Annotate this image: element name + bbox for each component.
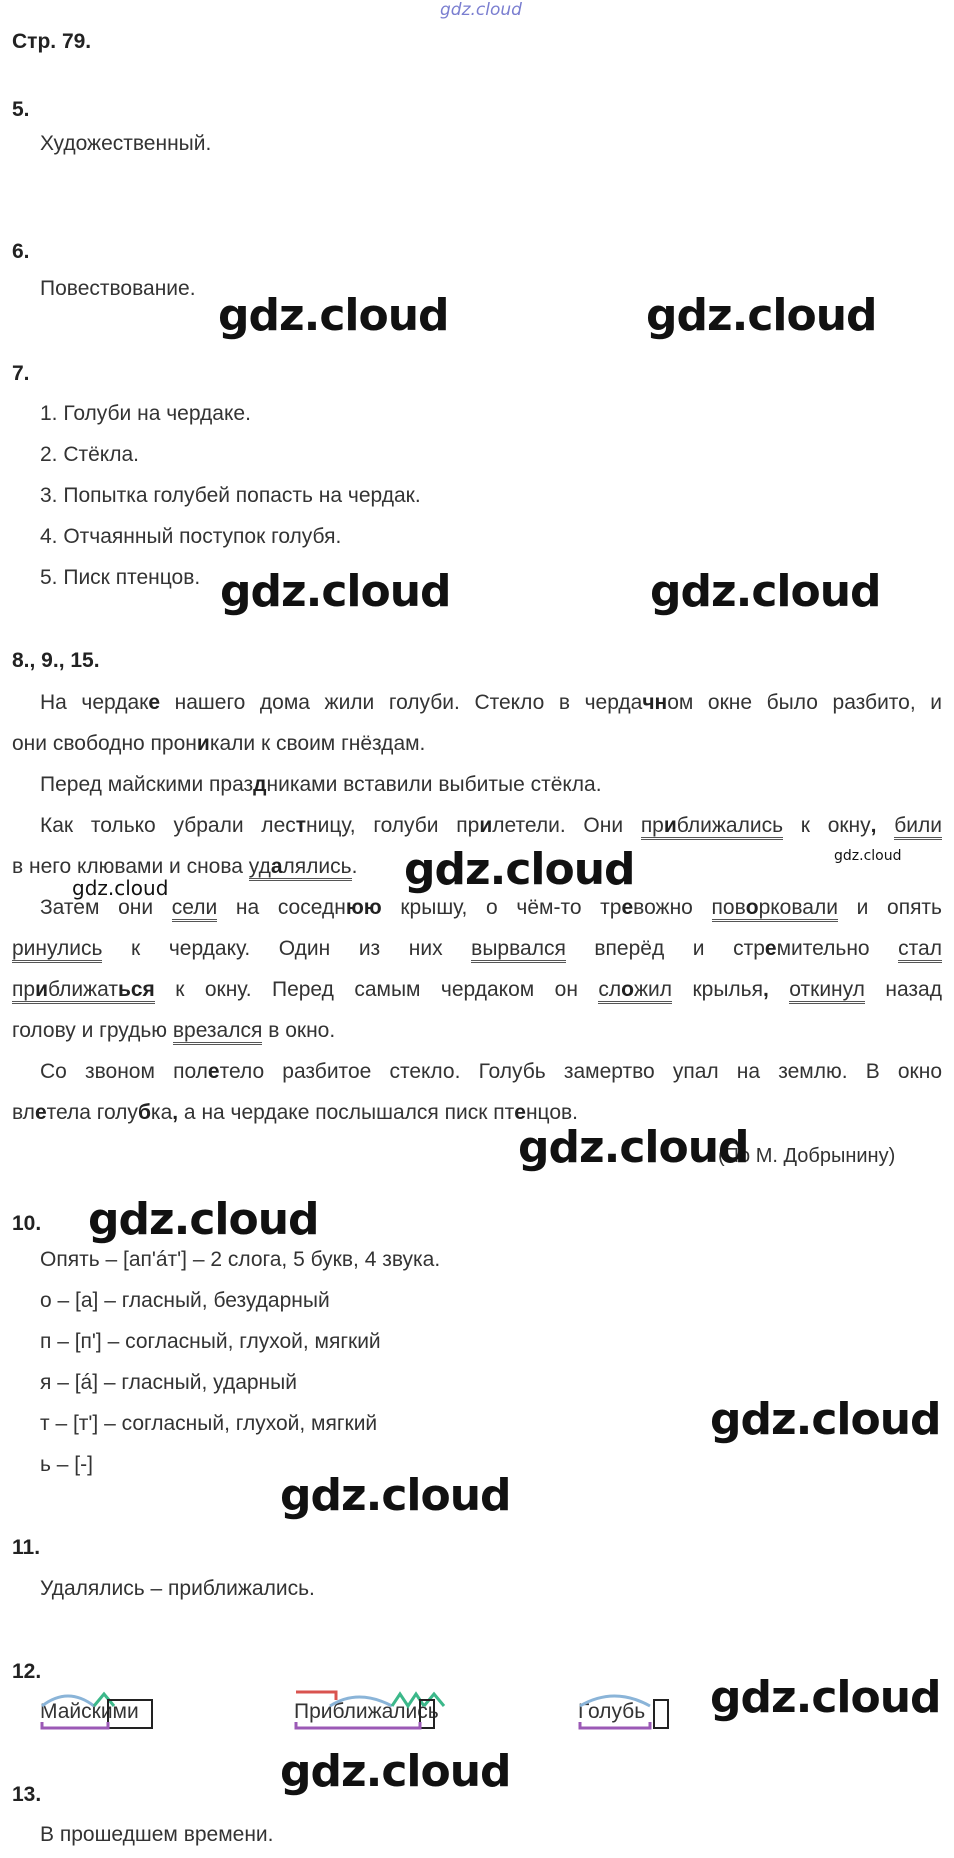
- task-10-line-3: п – [п'] – согласный, глухой, мягкий: [40, 1330, 381, 1353]
- page-title: Стр. 79.: [12, 30, 92, 53]
- watermark: gdz.cloud: [646, 290, 877, 341]
- morpheme-marks-1: [36, 1686, 156, 1736]
- task-12-number: 12.: [12, 1660, 42, 1683]
- morpheme-marks-2: [290, 1686, 470, 1736]
- task-7-item-1: 1. Голуби на чердаке.: [40, 402, 251, 425]
- task-7-item-3: 3. Попытка голубей попасть на чердак.: [40, 484, 421, 507]
- task-13-number: 13.: [12, 1783, 42, 1806]
- task-6-number: 6.: [12, 240, 30, 263]
- task-10-line-6: ь – [-]: [40, 1453, 93, 1476]
- top-watermark: gdz.cloud: [440, 0, 522, 20]
- watermark: gdz.cloud: [710, 1672, 941, 1723]
- text-source: (По М. Добрынину): [718, 1145, 896, 1167]
- task-8-number: 8., 9., 15.: [12, 649, 100, 672]
- watermark: gdz.cloud: [404, 844, 635, 895]
- task-5-answer: Художественный.: [40, 132, 212, 155]
- morph-word-text: Майскими: [40, 1700, 139, 1723]
- text-paragraph-3: Как только убрали лестницу, голуби прилетели. Они приближались к окну, били в него клювами и снова удалялись.: [12, 805, 942, 887]
- text-paragraph-1: На чердаке нашего дома жили голуби. Стекло в чердачном окне было разбито, и они свободно проникали к своим гнёздам.: [12, 691, 943, 755]
- text-paragraph-2: Перед майскими праздниками вставили выбитые стёкла.: [40, 773, 602, 796]
- task-7-item-5: 5. Писк птенцов.: [40, 566, 201, 589]
- task-6-answer: Повествование.: [40, 277, 196, 300]
- watermark-small: gdz.cloud: [834, 848, 902, 864]
- task-5-number: 5.: [12, 98, 30, 121]
- text-paragraph-5: Со звоном полетело разбитое стекло. Голубь замертво упал на землю. В окно влетела голубка, а на чердаке послышался писк птенцов.: [12, 1060, 942, 1124]
- task-11-number: 11.: [12, 1536, 41, 1559]
- task-11-answer: Удалялись – приближались.: [40, 1577, 315, 1600]
- task-10-line-1: Опять – [ап'áт'] – 2 слога, 5 букв, 4 звука.: [40, 1248, 441, 1271]
- task-10-line-4: я – [á] – гласный, ударный: [40, 1371, 297, 1394]
- task-10-line-5: т – [т'] – согласный, глухой, мягкий: [40, 1412, 378, 1435]
- watermark-medium: gdz.cloud: [72, 876, 169, 900]
- watermark: gdz.cloud: [518, 1122, 749, 1173]
- watermark: gdz.cloud: [280, 1746, 511, 1797]
- task-7-item-2: 2. Стёкла.: [40, 443, 140, 466]
- morph-word-text: Голубь: [578, 1700, 646, 1723]
- morph-word-text: Приближались: [294, 1700, 439, 1723]
- task-13-answer: В прошедшем времени.: [40, 1823, 274, 1846]
- task-10-number: 10.: [12, 1212, 42, 1235]
- task-7-number: 7.: [12, 362, 30, 385]
- task-7-item-4: 4. Отчаянный поступок голубя.: [40, 525, 342, 548]
- watermark: gdz.cloud: [218, 290, 449, 341]
- watermark: gdz.cloud: [650, 566, 881, 617]
- task-10-line-2: о – [а] – гласный, безударный: [40, 1289, 330, 1312]
- text-paragraph-4: Затем они сели на соседнюю крышу, о чём-то тревожно поворковали и опять ринулись к чердаку. Один из них вырвался вперёд и стремительно стал приближаться к окну. Перед самым чердаком он сложил крылья, откинул назад голову и грудью врезался в окно.: [12, 887, 942, 1051]
- watermark: gdz.cloud: [220, 566, 451, 617]
- watermark: gdz.cloud: [710, 1394, 941, 1445]
- watermark: gdz.cloud: [88, 1194, 319, 1245]
- watermark: gdz.cloud: [280, 1470, 511, 1521]
- morpheme-marks-3: [574, 1686, 674, 1736]
